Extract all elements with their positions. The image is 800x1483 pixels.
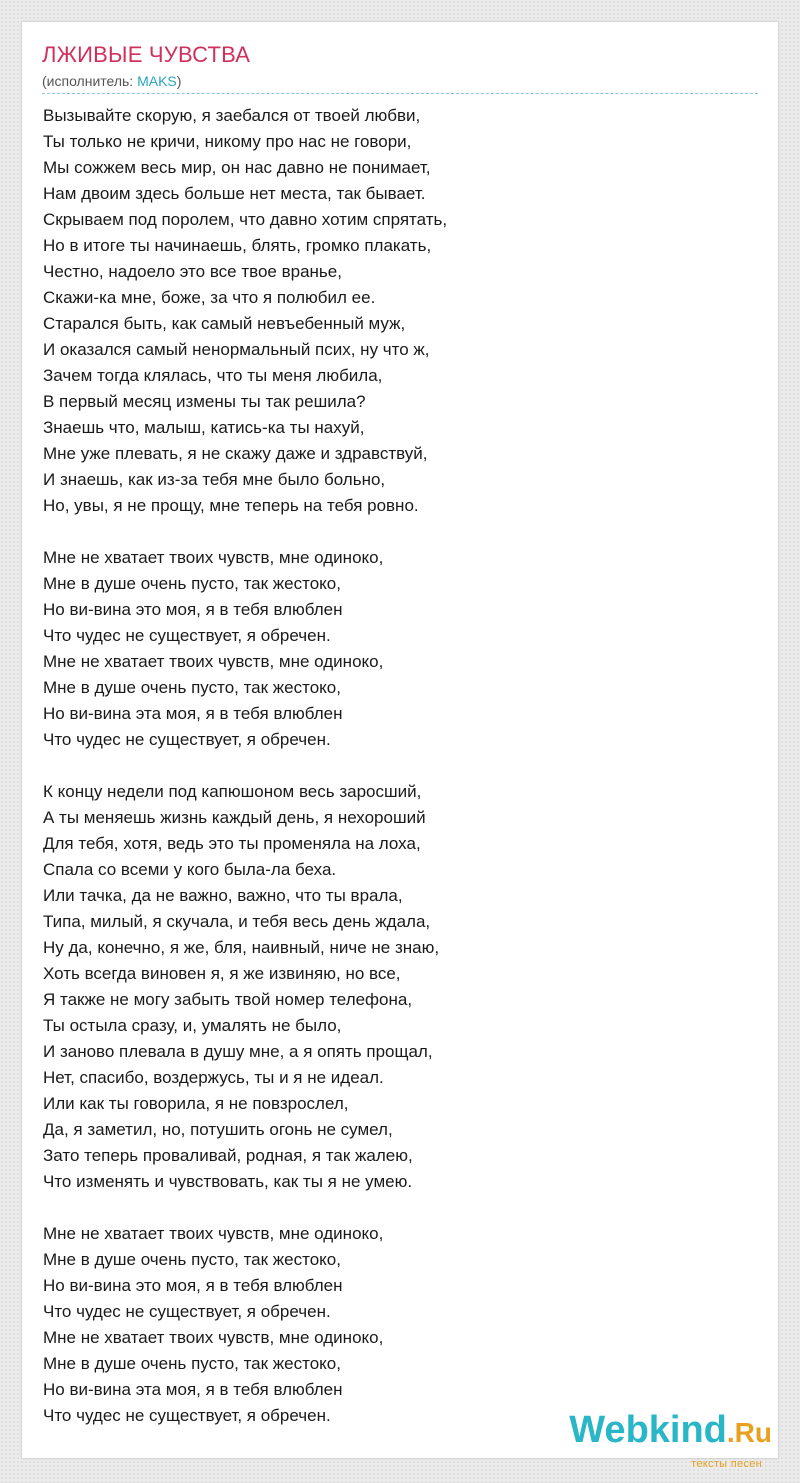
lyrics-line: Честно, надоело это все твое вранье, [43, 262, 342, 281]
lyrics-line: Но ви-вина эта моя, я в тебя влюблен [43, 1380, 343, 1399]
lyrics-line: Мне в душе очень пусто, так жестоко, [43, 1354, 341, 1373]
lyrics-line: Мне в душе очень пусто, так жестоко, [43, 1250, 341, 1269]
lyrics-card [22, 22, 778, 1470]
lyrics-line: И заново плевала в душу мне, а я опять прощал, [43, 1042, 433, 1061]
lyrics-stanza [43, 779, 447, 1195]
lyrics-line: Что чудес не существует, я обречен. [43, 626, 331, 645]
lyrics-line: Или тачка, да не важно, важно, что ты врала, [43, 886, 403, 905]
lyrics-body [43, 103, 447, 1429]
lyrics-line: Скажи-ка мне, боже, за что я полюбил ее. [43, 288, 376, 307]
lyrics-stanza [43, 545, 447, 753]
webkind-logo [569, 1409, 772, 1470]
lyrics-stanza [43, 103, 447, 519]
lyrics-line: Хоть всегда виновен я, я же извиняю, но все, [43, 964, 401, 983]
lyrics-line: Нам двоим здесь больше нет места, так бывает. [43, 184, 426, 203]
lyrics-line: Но ви-вина эта моя, я в тебя влюблен [43, 704, 343, 723]
logo-brand: Webkind [569, 1409, 727, 1451]
lyrics-line: И оказался самый ненормальный псих, ну что ж, [43, 340, 430, 359]
artist-prefix: (исполнитель: [42, 73, 138, 89]
lyrics-line: Но, увы, я не прощу, мне теперь на тебя ровно. [43, 496, 419, 515]
logo-tld: .Ru [726, 1417, 772, 1448]
lyrics-line: Но ви-вина это моя, я в тебя влюблен [43, 1276, 343, 1295]
lyrics-line: Я также не могу забыть твой номер телефона, [43, 990, 413, 1009]
lyrics-line: И знаешь, как из-за тебя мне было больно, [43, 470, 386, 489]
lyrics-line: Мне не хватает твоих чувств, мне одиноко, [43, 548, 384, 567]
lyrics-line: Для тебя, хотя, ведь это ты променяла на лоха, [43, 834, 421, 853]
lyrics-line: Ты только не кричи, никому про нас не говори, [43, 132, 412, 151]
song-title: ЛЖИВЫЕ ЧУВСТВА [42, 42, 251, 67]
lyrics-line: Зато теперь проваливай, родная, я так жалею, [43, 1146, 413, 1165]
lyrics-line: Что чудес не существует, я обречен. [43, 1302, 331, 1321]
lyrics-line: Мне не хватает твоих чувств, мне одиноко, [43, 1328, 384, 1347]
lyrics-line: Мне в душе очень пусто, так жестоко, [43, 678, 341, 697]
lyrics-line: Старался быть, как самый невъебенный муж, [43, 314, 406, 333]
lyrics-line: Что изменять и чувствовать, как ты я не умею. [43, 1172, 413, 1191]
lyrics-line: Вызывайте скорую, я заебался от твоей любви, [43, 106, 421, 125]
artist-suffix: ) [176, 73, 182, 89]
lyrics-line: Или как ты говорила, я не повзрослел, [43, 1094, 349, 1113]
lyrics-line: Мне уже плевать, я не скажу даже и здравствуй, [43, 444, 428, 463]
lyrics-line: Скрываем под поролем, что давно хотим спрятать, [43, 210, 448, 229]
lyrics-line: Типа, милый, я скучала, и тебя весь день ждала, [43, 912, 431, 931]
lyrics-stanza [43, 1221, 447, 1429]
logo-tagline: тексты песен [691, 1458, 762, 1470]
lyrics-line: Зачем тогда клялась, что ты меня любила, [43, 366, 383, 385]
lyrics-line: Спала со всеми у кого была-ла беха. [43, 860, 337, 879]
lyrics-line: Знаешь что, малыш, катись-ка ты нахуй, [43, 418, 365, 437]
lyrics-line: Нет, спасибо, воздержусь, ты и я не идеал. [43, 1068, 384, 1087]
lyrics-line: К концу недели под капюшоном весь заросший, [43, 782, 422, 801]
lyrics-line: Да, я заметил, но, потушить огонь не сумел, [43, 1120, 393, 1139]
lyrics-line: Ну да, конечно, я же, бля, наивный, ниче не знаю, [43, 938, 440, 957]
lyrics-line: Мне не хватает твоих чувств, мне одиноко, [43, 1224, 384, 1243]
lyrics-line: Но в итоге ты начинаешь, блять, громко плакать, [43, 236, 432, 255]
lyrics-line: Но ви-вина это моя, я в тебя влюблен [43, 600, 343, 619]
lyrics-line: Что чудес не существует, я обречен. [43, 1406, 331, 1425]
lyrics-line: Мне не хватает твоих чувств, мне одиноко, [43, 652, 384, 671]
lyrics-line: В первый месяц измены ты так решила? [43, 392, 366, 411]
lyrics-line: А ты меняешь жизнь каждый день, я нехороший [43, 808, 426, 827]
title-divider [42, 93, 758, 94]
artist-link[interactable]: MAKS [137, 73, 177, 89]
lyrics-line: Ты остыла сразу, и, умалять не было, [43, 1016, 342, 1035]
artist-line [42, 73, 181, 89]
lyrics-line: Мне в душе очень пусто, так жестоко, [43, 574, 341, 593]
lyrics-line: Мы сожжем весь мир, он нас давно не понимает, [43, 158, 431, 177]
lyrics-line: Что чудес не существует, я обречен. [43, 730, 331, 749]
